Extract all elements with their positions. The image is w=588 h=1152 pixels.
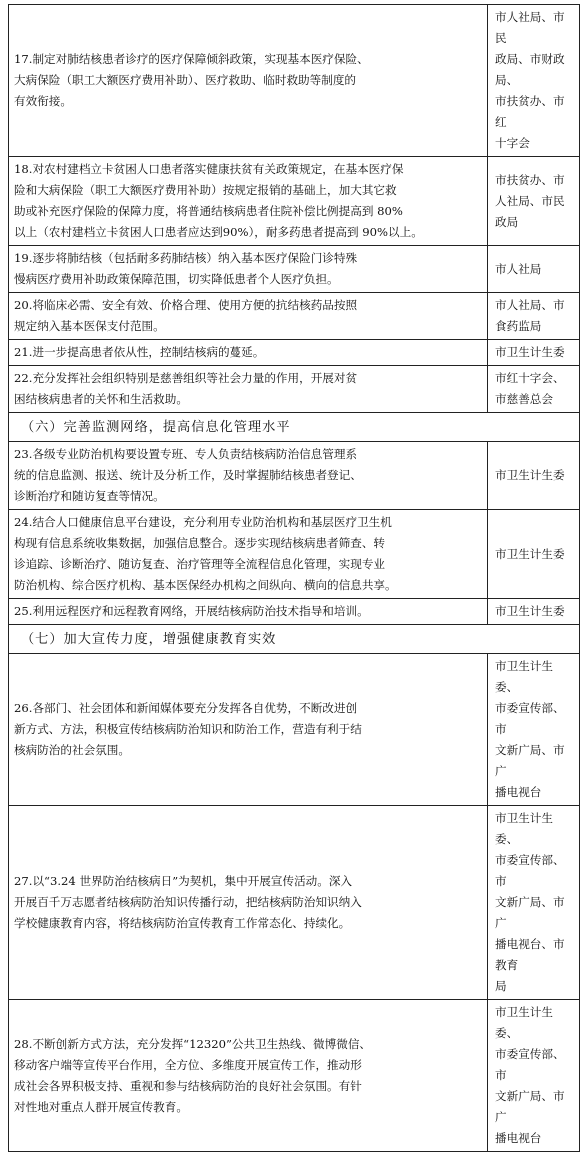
task-text-cell	[9, 340, 488, 366]
table-row	[9, 599, 580, 625]
table-row	[9, 1000, 580, 1152]
responsible-dept-line: 市卫生计生委	[495, 345, 565, 359]
responsible-dept-line: 市慈善总会	[495, 392, 553, 406]
task-text-cell	[9, 366, 488, 413]
task-text-line: 险和大病保险（职工大额医疗费用补助）按规定报销的基础上，加大其它救	[14, 183, 397, 197]
responsible-dept-line: 文新广局、市广	[495, 1089, 565, 1124]
task-text-line: 新方式、方法，积极宣传结核病防治知识和防治工作，营造有利于结	[14, 722, 362, 736]
task-text-cell	[9, 5, 488, 157]
task-text-line: 成社会各界积极支持、重视和参与结核病防治的良好社会氛围。有针	[14, 1078, 362, 1093]
table-row	[9, 366, 580, 413]
responsible-dept-cell	[488, 366, 580, 413]
table-row	[9, 340, 580, 366]
task-text-line: 27.以“3.24 世界防治结核病日”为契机，集中开展宣传活动。深入	[14, 874, 353, 888]
task-text-cell	[9, 806, 488, 1000]
responsible-dept-line: 食药监局	[495, 319, 542, 333]
task-text-cell	[9, 654, 488, 806]
task-text-cell	[9, 442, 488, 510]
task-text-line: 28.不断创新方式方法，充分发挥“12320”公共卫生热线、微博微信、	[14, 1036, 372, 1051]
responsible-dept-line: 市卫生计生委	[495, 468, 565, 482]
task-text-line: 有效衔接。	[14, 94, 72, 108]
table-row	[9, 293, 580, 340]
responsible-dept-cell	[488, 1000, 580, 1152]
responsible-dept-line: 市扶贫办、市红	[495, 94, 565, 129]
responsible-dept-line: 市人社局	[495, 261, 542, 276]
task-text-line: 诊断治疗和随访复查等情况。	[14, 489, 165, 503]
responsible-dept-line: 文新广局、市广	[495, 895, 565, 930]
task-text-line: 23.各级专业防治机构要设置专班、专人负责结核病防治信息管理系	[14, 447, 358, 461]
responsible-dept-cell	[488, 806, 580, 1000]
task-text-line: 开展百千万志愿者结核病防治知识传播行动，把结核病防治知识纳入	[14, 895, 362, 909]
task-text-line: 统的信息监测、报送、统计及分析工作，及时掌握肺结核患者登记、	[14, 468, 362, 482]
task-text-line: 移动客户端等宣传平台作用，全方位、多维度开展宣传工作，推动形	[14, 1057, 362, 1072]
task-text-line: 26.各部门、社会团体和新闻媒体要充分发挥各自优势，不断改进创	[14, 701, 358, 715]
section-heading: （六）完善监测网络，提高信息化管理水平	[9, 413, 580, 442]
responsible-dept-line: 市卫生计生委、	[495, 811, 553, 846]
task-text-cell	[9, 1000, 488, 1152]
task-text-line: 核病防治的社会氛围。	[14, 743, 130, 757]
responsible-dept-line: 市卫生计生委	[495, 604, 565, 618]
responsible-dept-line: 局	[495, 979, 507, 993]
section-heading-row	[9, 413, 580, 442]
table-row	[9, 806, 580, 1000]
responsible-dept-cell	[488, 5, 580, 157]
task-text-line: 以上（农村建档立卡贫困人口患者应达到90%），耐多药患者提高到 90%以上。	[14, 225, 423, 239]
task-text-line: 21.进一步提高患者依从性，控制结核病的蔓延。	[14, 345, 265, 359]
responsible-dept-line: 人社局、市民	[495, 193, 565, 208]
responsible-dept-line: 播电视台	[495, 785, 542, 799]
responsible-dept-cell	[488, 340, 580, 366]
responsible-dept-line: 政局、市财政局、	[495, 52, 565, 87]
responsible-dept-cell	[488, 510, 580, 599]
responsible-dept-line: 市扶贫办、市	[495, 172, 565, 187]
task-text-line: 20.将临床必需、安全有效、价格合理、使用方便的抗结核药品按照	[14, 298, 358, 312]
responsible-dept-line: 政局	[495, 214, 519, 229]
task-text-cell	[9, 157, 488, 246]
responsible-dept-line: 市卫生计生委、	[495, 659, 553, 694]
responsible-dept-line: 市卫生计生委	[495, 546, 565, 561]
task-text-line: 24.结合人口健康信息平台建设，充分利用专业防治机构和基层医疗卫生机	[14, 515, 392, 529]
task-text-cell	[9, 246, 488, 293]
table-row	[9, 654, 580, 806]
table-body	[9, 5, 580, 1152]
task-text-line: 19.逐步将肺结核（包括耐多药肺结核）纳入基本医疗保险门诊特殊	[14, 251, 358, 265]
responsible-dept-line: 市人社局、市	[495, 298, 565, 312]
task-text-cell	[9, 599, 488, 625]
responsible-dept-cell	[488, 654, 580, 806]
section-heading: （七）加大宣传力度，增强健康教育实效	[9, 625, 580, 654]
responsible-dept-line: 播电视台、市教育	[495, 937, 565, 972]
responsible-dept-line: 文新广局、市广	[495, 743, 565, 778]
responsible-dept-line: 市红十字会、	[495, 371, 565, 385]
responsible-dept-line: 市委宣传部、市	[495, 1047, 565, 1082]
table-row	[9, 157, 580, 246]
table-row	[9, 442, 580, 510]
responsible-dept-cell	[488, 599, 580, 625]
task-text-line: 困结核病患者的关怀和生活救助。	[14, 392, 188, 406]
task-text-line: 大病保险（职工大额医疗费用补助）、医疗救助、临时救助等制度的	[14, 73, 357, 87]
task-text-line: 规定纳入基本医保支付范围。	[14, 319, 165, 333]
table-row	[9, 5, 580, 157]
task-text-line: 构现有信息系统收集数据，加强信息整合。逐步实现结核病患者筛查、转	[14, 536, 386, 550]
task-text-cell	[9, 293, 488, 340]
task-text-line: 助或补充医疗保险的保障力度，将普通结核病患者住院补偿比例提高到 80%	[14, 204, 403, 218]
task-text-cell	[9, 510, 488, 599]
policy-task-table	[8, 4, 580, 1152]
task-text-line: 诊追踪、诊断治疗、随访复查、治疗管理等全流程信息化管理，实现专业	[14, 557, 386, 571]
section-heading-row	[9, 625, 580, 654]
responsible-dept-cell	[488, 157, 580, 246]
task-text-line: 18.对农村建档立卡贫困人口患者落实健康扶贫有关政策规定，在基本医疗保	[14, 162, 404, 176]
responsible-dept-line: 十字会	[495, 136, 530, 150]
responsible-dept-cell	[488, 442, 580, 510]
responsible-dept-line: 市人社局、市民	[495, 10, 565, 45]
table-row	[9, 510, 580, 599]
task-text-line: 22.充分发挥社会组织特别是慈善组织等社会力量的作用，开展对贫	[14, 371, 358, 385]
responsible-dept-cell	[488, 246, 580, 293]
task-text-line: 防治机构、综合医疗机构、基本医保经办机构之间纵向、横向的信息共享。	[14, 578, 397, 592]
task-text-line: 25.利用远程医疗和远程教育网络，开展结核病防治技术指导和培训。	[14, 604, 369, 618]
responsible-dept-cell	[488, 293, 580, 340]
responsible-dept-line: 市卫生计生委、	[495, 1005, 553, 1040]
task-text-line: 对性地对重点人群开展宣传教育。	[14, 1099, 188, 1114]
task-text-line: 学校健康教育内容，将结核病防治宣传教育工作常态化、持续化。	[14, 916, 351, 930]
task-text-line: 慢病医疗费用补助政策保障范围，切实降低患者个人医疗负担。	[14, 272, 339, 286]
responsible-dept-line: 市委宣传部、市	[495, 853, 565, 888]
responsible-dept-line: 市委宣传部、市	[495, 701, 565, 736]
table-row	[9, 246, 580, 293]
task-text-line: 17.制定对肺结核患者诊疗的医疗保障倾斜政策，实现基本医疗保险、	[14, 52, 369, 66]
responsible-dept-line: 播电视台	[495, 1131, 542, 1145]
